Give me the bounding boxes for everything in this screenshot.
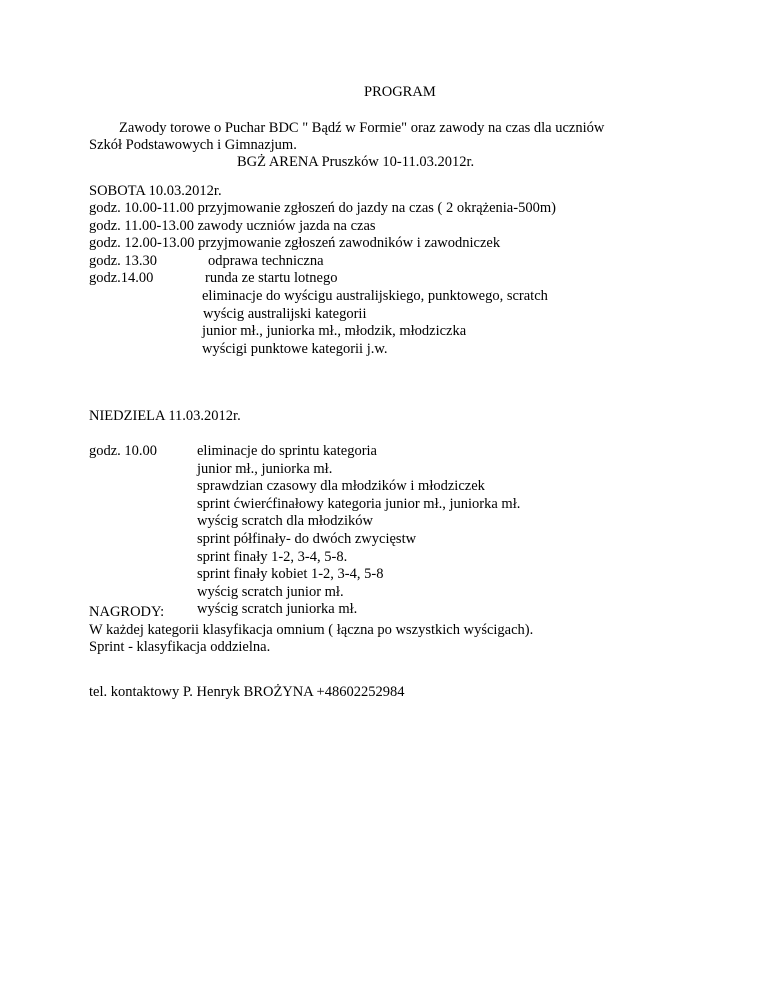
prizes-line-2: Sprint - klasyfikacja oddzielna. <box>89 639 271 656</box>
schedule-desc: sprint półfinały- do dwóch zwycięstw <box>197 530 417 547</box>
schedule-time: godz. 10.00 <box>89 443 158 459</box>
schedule-desc: godz. 10.00-11.00 przyjmowanie zgłoszeń do jazdy na czas ( 2 okrążenia-500m) <box>89 200 556 216</box>
schedule-desc: godz. 11.00-13.00 zawody uczniów jazda na czas <box>89 217 376 234</box>
contact-line: tel. kontaktowy P. Henryk BROŻYNA +48602252984 <box>89 684 405 700</box>
prizes-heading: NAGRODY: <box>89 604 165 620</box>
schedule-desc: wyścig scratch junior mł. <box>197 583 344 600</box>
saturday-heading: SOBOTA 10.03.2012r. <box>89 183 222 199</box>
prizes-line-1: W każdej kategorii klasyfikacja omnium ( łączna po wszystkich wyścigach). <box>89 621 534 638</box>
schedule-desc: wyścig scratch juniorka mł. <box>197 601 358 618</box>
schedule-desc: wyścig scratch dla młodzików <box>197 513 373 530</box>
page-title: PROGRAM <box>364 84 436 100</box>
schedule-time: godz. 13.30 <box>89 252 158 269</box>
prizes-section <box>89 604 533 657</box>
intro-line-2: Szkół Podstawowych i Gimnazjum. <box>89 137 297 153</box>
schedule-desc: wyścig australijski kategorii <box>203 305 367 322</box>
intro-line-1: Zawody torowe o Puchar BDC " Bądź w Formie" oraz zawody na czas dla uczniów <box>119 120 605 136</box>
schedule-desc: wyścigi punktowe kategorii j.w. <box>202 340 388 357</box>
schedule-desc: sprint finały 1-2, 3-4, 5-8. <box>197 548 348 565</box>
schedule-desc: odprawa techniczna <box>208 252 324 269</box>
schedule-desc: runda ze startu lotnego <box>205 270 338 287</box>
schedule-desc: godz. 12.00-13.00 przyjmowanie zgłoszeń zawodników i zawodniczek <box>89 235 501 252</box>
schedule-desc: sprawdzian czasowy dla młodzików i młodziczek <box>197 478 485 495</box>
schedule-desc: sprint ćwierćfinałowy kategoria junior mł., juniorka mł. <box>197 495 521 512</box>
schedule-time: godz.14.00 <box>89 270 154 287</box>
schedule-desc: junior mł., juniorka mł. <box>197 460 333 477</box>
schedule-desc: sprint finały kobiet 1-2, 3-4, 5-8 <box>197 566 384 583</box>
schedule-desc: eliminacje do wyścigu australijskiego, punktowego, scratch <box>202 287 548 304</box>
schedule-desc: eliminacje do sprintu kategoria <box>197 443 377 459</box>
schedule-desc: junior mł., juniorka mł., młodzik, młodziczka <box>202 323 467 340</box>
intro-venue-date: BGŻ ARENA Pruszków 10-11.03.2012r. <box>237 154 475 170</box>
sunday-heading: NIEDZIELA 11.03.2012r. <box>89 408 241 424</box>
